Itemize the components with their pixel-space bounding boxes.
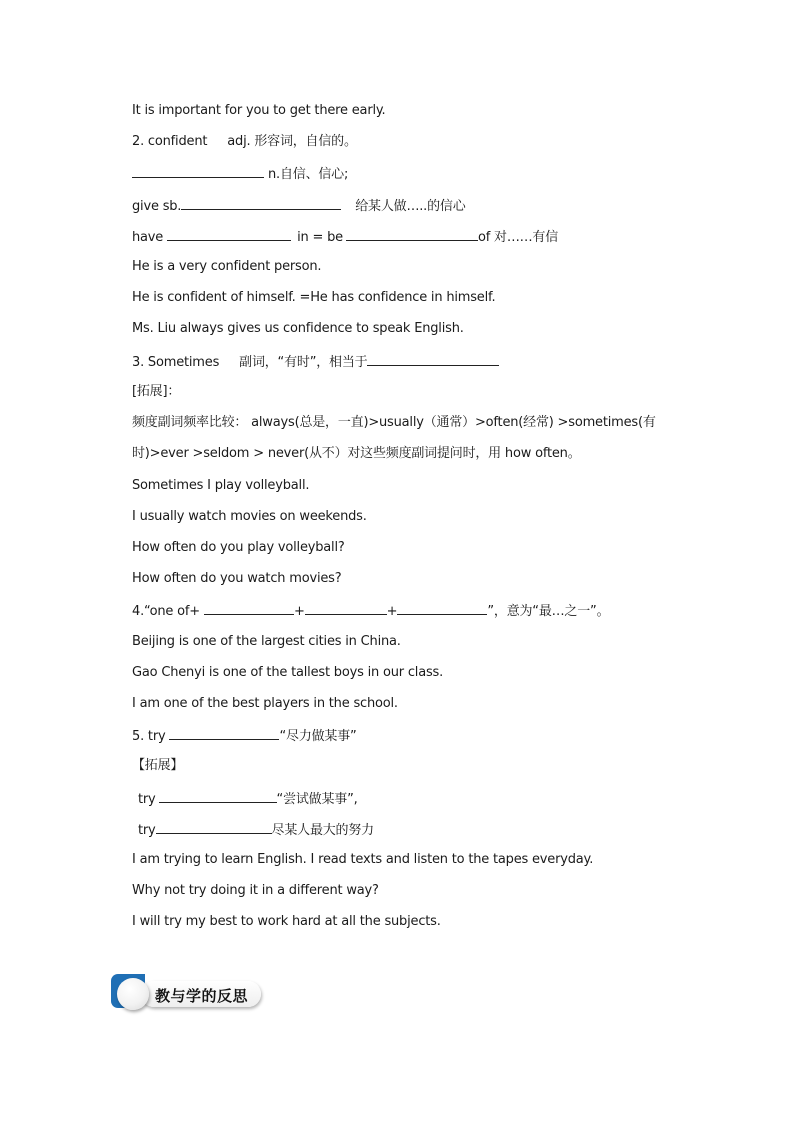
- text: He is a very confident person.: [132, 259, 322, 274]
- example-sentence: [132, 289, 495, 307]
- example-sentence: [132, 851, 593, 869]
- example-sentence: [132, 695, 398, 713]
- text: He is confident of himself. =He has confidence in himself.: [132, 290, 496, 305]
- text: 4.“one of+: [132, 604, 200, 619]
- text: n.自信、信心;: [268, 167, 349, 182]
- section-label: [132, 757, 183, 775]
- paragraph-line: [132, 445, 581, 463]
- text: give sb.: [132, 199, 182, 214]
- text: I am one of the best players in the school.: [132, 696, 398, 711]
- vocab-definition: 副词，“有时”，相当于: [239, 355, 368, 370]
- example-sentence: [132, 570, 341, 588]
- blank-line: [169, 726, 279, 740]
- example-sentence: [132, 258, 321, 276]
- fill-line: [132, 164, 348, 184]
- text: try: [138, 823, 156, 838]
- example-sentence: [132, 320, 464, 338]
- vocab-term: 2. confident: [132, 134, 208, 149]
- blank-line: [132, 164, 264, 178]
- text: “尝试做某事”,: [276, 792, 358, 807]
- blank-line: [397, 601, 487, 615]
- example-sentence: [132, 539, 345, 557]
- text: +: [386, 604, 398, 619]
- example-sentence: [132, 477, 309, 495]
- text: Ms. Liu always gives us confidence to speak English.: [132, 321, 464, 336]
- vocab-term: 3. Sometimes: [132, 355, 220, 370]
- text: 尽某人最大的努力: [271, 823, 374, 838]
- text: How often do you watch movies?: [132, 571, 342, 586]
- text: I am trying to learn English. I read texts and listen to the tapes everyday.: [132, 852, 594, 867]
- section-label: [132, 383, 180, 401]
- paragraph-line: [132, 414, 656, 432]
- text: 【拓展】: [132, 758, 184, 773]
- text: 频度副词频率比较： always(总是，一直)>usually（通常）>often(经常) >sometimes(有: [132, 415, 656, 430]
- blank-line: [156, 820, 272, 834]
- blank-line: [159, 789, 277, 803]
- example-sentence: [132, 913, 441, 931]
- vocab-heading-sometimes: [132, 352, 499, 372]
- example-sentence: [132, 633, 401, 651]
- text: have: [132, 230, 164, 245]
- text: 给某人做…..的信心: [355, 199, 466, 214]
- fill-line: [138, 820, 374, 840]
- text: How often do you play volleyball?: [132, 540, 345, 555]
- blank-line: [305, 601, 387, 615]
- text: ”，意为“最…之一”。: [487, 604, 610, 619]
- text: I will try my best to work hard at all the subjects.: [132, 914, 441, 929]
- text: “尽力做某事”: [279, 729, 357, 744]
- blank-line: [167, 227, 291, 241]
- blank-line: [204, 601, 294, 615]
- text: Beijing is one of the largest cities in China.: [132, 634, 401, 649]
- circle-icon: [117, 978, 149, 1010]
- reflection-section-header: [111, 972, 266, 1014]
- fill-line: [138, 789, 358, 809]
- example-sentence: [132, 882, 379, 900]
- vocab-heading-try: [132, 726, 357, 746]
- blank-line: [346, 227, 478, 241]
- text: try: [138, 792, 156, 807]
- blank-line: [181, 196, 341, 210]
- example-sentence: [132, 102, 385, 120]
- text: +: [293, 604, 305, 619]
- text: I usually watch movies on weekends.: [132, 509, 367, 524]
- vocab-heading-confident: [132, 133, 357, 151]
- text: Why not try doing it in a different way?: [132, 883, 379, 898]
- section-title: 教与学的反思: [155, 987, 249, 1005]
- text: 5. try: [132, 729, 166, 744]
- text: It is important for you to get there early.: [132, 103, 386, 118]
- text: 时)>ever >seldom > never(从不）对这些频度副词提问时，用 how often。: [132, 446, 581, 461]
- text: [拓展]：: [132, 384, 181, 399]
- example-sentence: [132, 664, 443, 682]
- vocab-heading-one-of: [132, 601, 609, 621]
- text: in = be: [297, 230, 343, 245]
- blank-line: [367, 352, 499, 366]
- vocab-definition: adj. 形容词，自信的。: [227, 134, 357, 149]
- text: of 对……有信: [477, 230, 559, 245]
- fill-line: [132, 196, 466, 216]
- example-sentence: [132, 508, 367, 526]
- fill-line: [132, 227, 558, 247]
- text: Gao Chenyi is one of the tallest boys in our class.: [132, 665, 444, 680]
- text: Sometimes I play volleyball.: [132, 478, 310, 493]
